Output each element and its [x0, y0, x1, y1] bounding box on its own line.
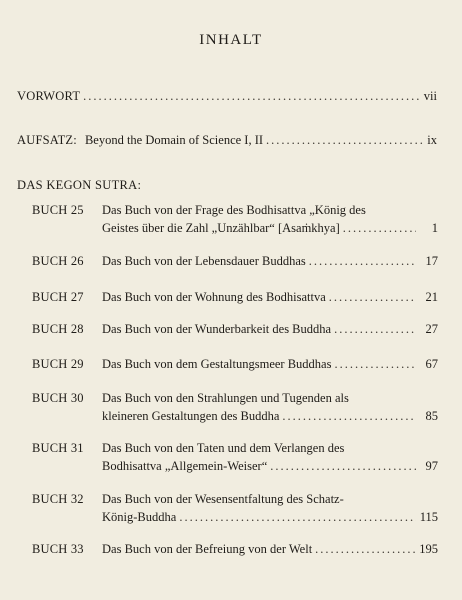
entry-title-line: König-Buddha: [102, 510, 177, 524]
aufsatz-label: AUFSATZ:: [17, 133, 77, 147]
entry-number: BUCH 25: [32, 203, 84, 217]
entry-page: 195: [419, 542, 438, 556]
leader-dots: [179, 509, 416, 525]
entry-title-line: Das Buch von der Wohnung des Bodhisattva: [102, 290, 326, 304]
entry-page: 115: [419, 510, 438, 524]
entry-title-line: Das Buch von dem Gestaltungsmeer Buddhas: [102, 357, 332, 371]
toc-entry-buch-25: [32, 202, 438, 236]
entry-page: 85: [425, 409, 438, 423]
entry-number: BUCH 28: [32, 322, 84, 336]
entry-page: 97: [425, 459, 438, 473]
entry-title-line: Das Buch von der Frage des Bodhisattva „König des: [102, 203, 366, 217]
leader-dots: [83, 88, 421, 104]
leader-dots: [266, 132, 424, 148]
entry-title-line: Das Buch von den Strahlungen und Tugenden als: [102, 391, 349, 405]
entry-page: 21: [425, 290, 438, 304]
aufsatz-page: ix: [427, 133, 437, 147]
entry-page: 17: [425, 254, 438, 268]
toc-entry-buch-29: [32, 356, 438, 372]
entry-title-line: Das Buch von den Taten und dem Verlangen des: [102, 441, 345, 455]
entry-page: 67: [425, 357, 438, 371]
toc-entry-buch-28: [32, 321, 438, 337]
section-heading: DAS KEGON SUTRA:: [17, 178, 142, 192]
entry-title-line: Das Buch von der Befreiung von der Welt: [102, 542, 313, 556]
toc-entry-vorwort: [17, 88, 437, 104]
entry-number: BUCH 32: [32, 492, 84, 506]
leader-dots: [343, 220, 416, 236]
entry-title-line: kleineren Gestaltungen des Buddha: [102, 409, 280, 423]
leader-dots: [329, 289, 416, 305]
entry-title-line: Bodhisattva „Allgemein-Weiser“: [102, 459, 268, 473]
entry-title-line: Das Buch von der Wunderbarkeit des Buddha: [102, 322, 332, 336]
entry-number: BUCH 29: [32, 357, 84, 371]
aufsatz-text: Beyond the Domain of Science I, II: [84, 133, 264, 147]
entry-title-line: Geistes über die Zahl „Unzählbar“ [Asaṁkhya]: [102, 221, 340, 235]
leader-dots: [282, 408, 416, 424]
entry-page: 27: [425, 322, 438, 336]
entry-number: BUCH 31: [32, 441, 84, 455]
leader-dots: [334, 321, 416, 337]
toc-entry-buch-31: [32, 440, 438, 474]
toc-title: INHALT: [199, 32, 263, 48]
entry-page: 1: [431, 221, 438, 235]
toc-entry-buch-33: [32, 541, 438, 557]
vorwort-label: VORWORT: [17, 89, 81, 103]
leader-dots: [334, 356, 416, 372]
vorwort-page: vii: [423, 89, 437, 103]
toc-entry-buch-27: [32, 289, 438, 305]
leader-dots: [309, 253, 416, 269]
entry-title-line: Das Buch von der Lebensdauer Buddhas: [102, 254, 306, 268]
entry-number: BUCH 30: [32, 391, 84, 405]
leader-dots: [315, 541, 416, 557]
toc-entry-buch-26: [32, 253, 438, 269]
entry-title-line: Das Buch von der Wesensentfaltung des Schatz-: [102, 492, 344, 506]
toc-entry-buch-32: [32, 491, 438, 525]
toc-entry-buch-30: [32, 390, 438, 424]
leader-dots: [270, 458, 416, 474]
entry-number: BUCH 33: [32, 542, 84, 556]
entry-number: BUCH 27: [32, 290, 84, 304]
toc-entry-aufsatz: [17, 132, 437, 148]
entry-number: BUCH 26: [32, 254, 84, 268]
